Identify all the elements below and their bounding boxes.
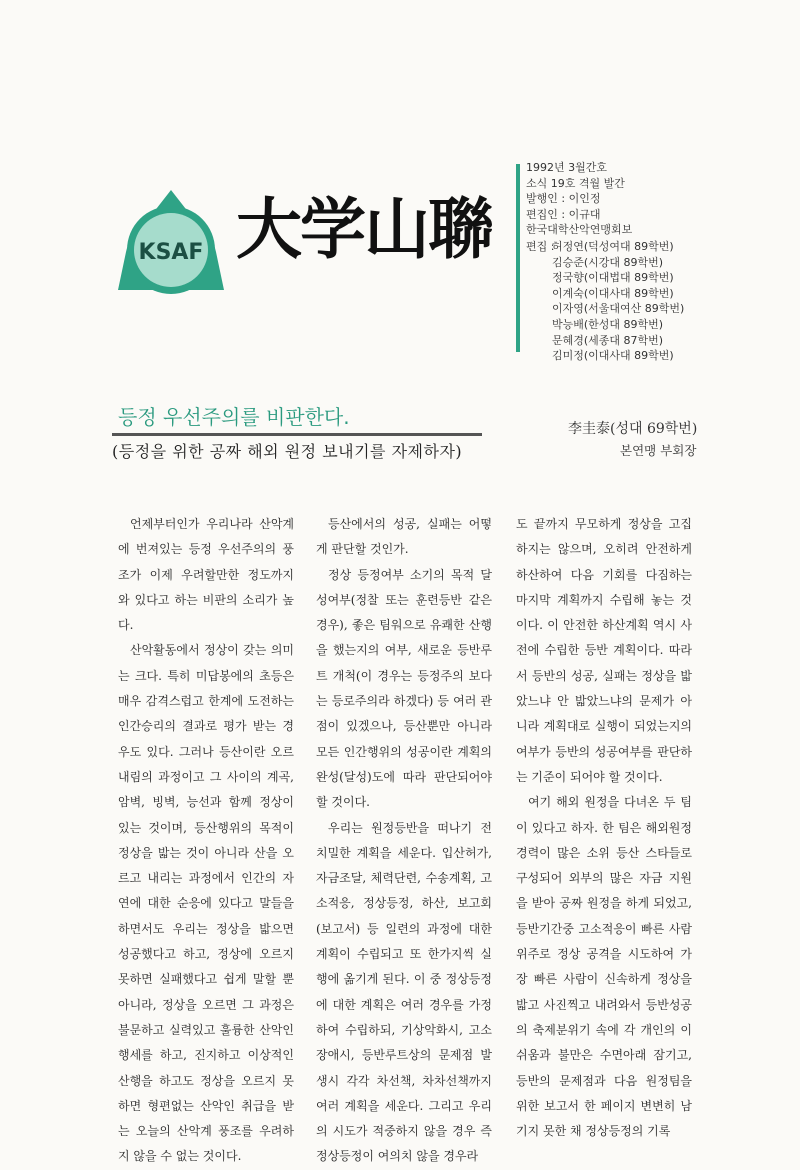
- paragraph: 정상 등정여부 소기의 목적 달성여부(정찰 또는 훈련등반 같은 경우), 좋은 팀워으로 유쾌한 산행을 했는지의 여부, 새로운 등반루트 개척(이 경우는 등정주의 보다는 등로주의라 하겠다) 등 여러 관점이 있겠으나, 등산뿐만 아니라 모든 인간행위의 성공이란 계획의 완성(달성)도에 따라 판단되어야 할 것이다.: [316, 567, 492, 810]
- editors-label: 편집 :: [526, 240, 555, 253]
- article-title: 등정 우선주의를 비판한다.: [118, 405, 350, 429]
- logo-text: KSAF: [138, 240, 204, 265]
- paragraph: 산악활동에서 정상이 갖는 의미는 크다. 특히 미답봉에의 초등은 매우 감격스럽고 한계에 도전하는 인간승리의 결과로 평가 받는 경우도 있다. 그러나 등산이란 오르내림의 과정이고 그 사이의 계곡, 암벽, 빙벽, 능선과 함께 정상이 있는 것이며, 등산행위의 목적이 정상을 밟는 것이 아니라 산을 오르고 내리는 과정에서 인간의 자연에 대한 순응에 있다고 말들을 하면서도 우리는 정상을 밟으면 성공했다고 하고, 정상에 오르지 못하면 실패했다고 쉽게 말할 뿐 아니라, 정상을 오르면 그 과정은 불문하고 실력있고 훌륭한 산악인 행세를 하고, 진지하고 이상적인 산행을 하고도 정상을 오르지 못하면 형편없는 산악인 취급을 받는 오늘의 산악계 풍조를 우려하지 않을 수 없는 것이다.: [118, 643, 294, 1164]
- pub-organization: 한국대학산악연맹회보: [526, 223, 633, 237]
- paragraph: 등산에서의 성공, 실패는 어떻게 판단할 것인가.: [316, 517, 492, 557]
- masthead-title: 大学山聯: [236, 190, 492, 268]
- pub-editor-in-chief: 편집인 : 이규대: [526, 207, 601, 221]
- publication-info: [516, 160, 746, 363]
- article-subtitle: (등정을 위한 공짜 해외 원정 보내기를 자제하자): [112, 442, 463, 461]
- paragraph: 도 끝까지 무모하게 정상을 고집하지는 않으며, 오히려 안전하게 하산하여 다음 기회를 다짐하는 마지막 계획까지 수립해 놓는 것이다. 이 안전한 하산계획 역시 사전에 수립한 등반 계획이다. 따라서 등반의 성공, 실패는 정상을 밟았느냐 안 밟았느냐의 문제가 아니라 계획대로 실행이 되었는지의 여부가 등반의 성공여부를 판단하는 기준이 되어야 할 것이다.: [516, 517, 692, 784]
- pub-issue-date: 1992년 3월간호: [526, 161, 607, 174]
- editor-item: 박능배(한성대 89학번): [552, 317, 664, 331]
- editor-item: 문혜경(세종대 87학번): [552, 333, 664, 347]
- article-author-role: 본연맹 부회장: [620, 443, 697, 458]
- ksaf-logo: [112, 186, 230, 296]
- article-author: 李圭泰(성대 69학번): [568, 421, 698, 437]
- pub-issue-number: 소식 19호 격월 발간: [526, 176, 625, 190]
- paragraph: 여기 해외 원정을 다녀온 두 팀이 있다고 하자. 한 팀은 해외원정 경력이 많은 소위 등산 스타들로 구성되어 외부의 많은 자금 지원을 받아 공짜 원정을 하게 되었고, 등반기간중 고소적응이 빠른 사람 위주로 정상 공격을 시도하여 가장 빠른 사람이 신속하게 정상을 밟고 사진찍고 내려와서 등반성공의 축제분위기 속에 각 개인의 이쉬움과 불만은 수면아래 잠기고, 등반의 문제점과 다음 원정팀을 위한 보고서 한 페이지 변변히 남기지 못한 채 정상등정의 기록: [516, 795, 692, 1139]
- editor-item: 김미정(이대사대 89학번): [552, 349, 674, 363]
- editor-item: 정국향(이대법대 89학번): [552, 271, 674, 285]
- editor-item: 김승준(시강대 89학번): [552, 255, 664, 269]
- title-underline: [112, 433, 482, 436]
- body-column-2: [316, 512, 492, 1170]
- paragraph: 언제부터인가 우리나라 산악계에 번져있는 등정 우선주의의 풍조가 이제 우려할만한 정도까지 와 있다고 하는 비판의 소리가 높다.: [118, 517, 294, 633]
- editor-item: 허정연(덕성여대 89학번): [552, 240, 674, 253]
- publication-info-bar: [516, 164, 520, 352]
- paragraph: 우리는 원정등반을 떠나기 전 치밀한 계획을 세운다. 입산허가, 자금조달, 체력단련, 수송계획, 고소적응, 정상등정, 하산, 보고회(보고서) 등 일련의 과정에 대한 계획이 수립되고 또 한가지씩 실행에 옮기게 된다. 이 중 정상등정에 대한 계획은 여러 경우를 가정하여 수립하되, 기상악화시, 고소장애시, 등반루트상의 문제점 발생시 각각 차선책, 차차선책까지 여러 계획을 세운다. 그리고 우리의 시도가 적중하지 않을 경우 즉 정상등정이 여의치 않을 경우라: [316, 820, 492, 1164]
- editor-item: 이계숙(이대사대 89학번): [552, 286, 674, 300]
- body-column-1: [118, 512, 294, 1170]
- pub-publisher: 발행인 : 이인정: [526, 192, 601, 206]
- editor-item: 이자영(서울대여산 89학번): [552, 302, 685, 316]
- body-column-3: [516, 512, 692, 1144]
